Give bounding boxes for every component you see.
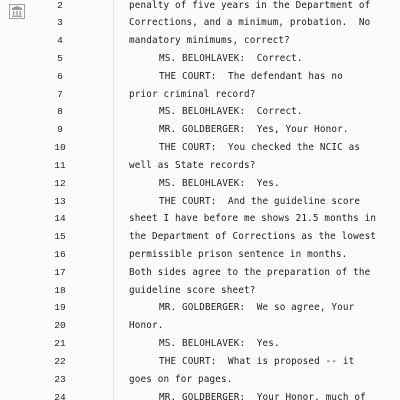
transcript-line bbox=[0, 121, 400, 139]
line-number: 16 bbox=[54, 248, 66, 260]
transcript-line bbox=[0, 389, 400, 400]
transcript-line bbox=[0, 246, 400, 264]
line-number: 2 bbox=[57, 0, 63, 11]
line-number: 24 bbox=[54, 391, 66, 400]
line-text: MS. BELOHLAVEK: Correct. bbox=[159, 52, 303, 64]
line-text: MS. BELOHLAVEK: Yes. bbox=[159, 177, 280, 189]
transcript-line bbox=[0, 139, 400, 157]
transcript-line bbox=[0, 68, 400, 86]
line-number: 7 bbox=[57, 88, 63, 100]
line-text: Honor. bbox=[129, 320, 164, 332]
line-text: the Department of Corrections as the lowest bbox=[129, 231, 377, 243]
line-number: 5 bbox=[57, 52, 63, 64]
line-text: MR. GOLDBERGER: Yes, Your Honor. bbox=[159, 124, 349, 136]
line-number: 13 bbox=[54, 195, 66, 207]
line-number: 15 bbox=[54, 231, 66, 243]
line-number: 11 bbox=[54, 159, 66, 171]
line-number: 22 bbox=[54, 355, 66, 367]
transcript-line bbox=[0, 175, 400, 193]
transcript-line bbox=[0, 0, 400, 14]
line-number: 12 bbox=[54, 177, 66, 189]
line-number: 8 bbox=[57, 106, 63, 118]
transcript-line bbox=[0, 282, 400, 300]
line-text: mandatory minimums, correct? bbox=[129, 35, 290, 47]
transcript-line bbox=[0, 193, 400, 211]
line-number: 23 bbox=[54, 373, 66, 385]
line-number: 4 bbox=[57, 35, 63, 47]
transcript-line bbox=[0, 103, 400, 121]
line-number: 10 bbox=[54, 142, 66, 154]
line-text: penalty of five years in the Department of bbox=[129, 0, 371, 11]
line-number: 6 bbox=[57, 70, 63, 82]
line-text: MR. GOLDBERGER: Your Honor, much of bbox=[159, 391, 366, 400]
transcript-line bbox=[0, 14, 400, 32]
line-text: MS. BELOHLAVEK: Yes. bbox=[159, 338, 280, 350]
line-number: 9 bbox=[57, 124, 63, 136]
line-number: 17 bbox=[54, 266, 66, 278]
transcript-line bbox=[0, 50, 400, 68]
transcript-line bbox=[0, 335, 400, 353]
line-text: goes on for pages. bbox=[129, 373, 233, 385]
line-text: Corrections, and a minimum, probation. No bbox=[129, 17, 371, 29]
line-number: 3 bbox=[57, 17, 63, 29]
line-text: MR. GOLDBERGER: We so agree, Your bbox=[159, 302, 355, 314]
transcript-line bbox=[0, 157, 400, 175]
line-text: MS. BELOHLAVEK: Correct. bbox=[159, 106, 303, 118]
transcript-line bbox=[0, 32, 400, 50]
line-text: permissible prison sentence in months. bbox=[129, 248, 348, 260]
transcript-line bbox=[0, 299, 400, 317]
line-number: 18 bbox=[54, 284, 66, 296]
line-text: well as State records? bbox=[129, 159, 256, 171]
line-text: THE COURT: The defendant has no bbox=[159, 70, 343, 82]
transcript-line bbox=[0, 317, 400, 335]
transcript-line bbox=[0, 371, 400, 389]
line-text: prior criminal record? bbox=[129, 88, 256, 100]
line-text: sheet I have before me shows 21.5 months in bbox=[129, 213, 377, 225]
line-number: 14 bbox=[54, 213, 66, 225]
line-number: 21 bbox=[54, 338, 66, 350]
line-text: THE COURT: And the guideline score bbox=[159, 195, 361, 207]
line-text: guideline score sheet? bbox=[129, 284, 256, 296]
line-text: Both sides agree to the preparation of the bbox=[129, 266, 371, 278]
transcript-line bbox=[0, 353, 400, 371]
transcript-line bbox=[0, 264, 400, 282]
line-number: 20 bbox=[54, 320, 66, 332]
transcript-line bbox=[0, 228, 400, 246]
transcript-line bbox=[0, 86, 400, 104]
line-text: THE COURT: What is proposed -- it bbox=[159, 355, 355, 367]
line-number: 19 bbox=[54, 302, 66, 314]
line-text: THE COURT: You checked the NCIC as bbox=[159, 142, 361, 154]
transcript-line bbox=[0, 210, 400, 228]
